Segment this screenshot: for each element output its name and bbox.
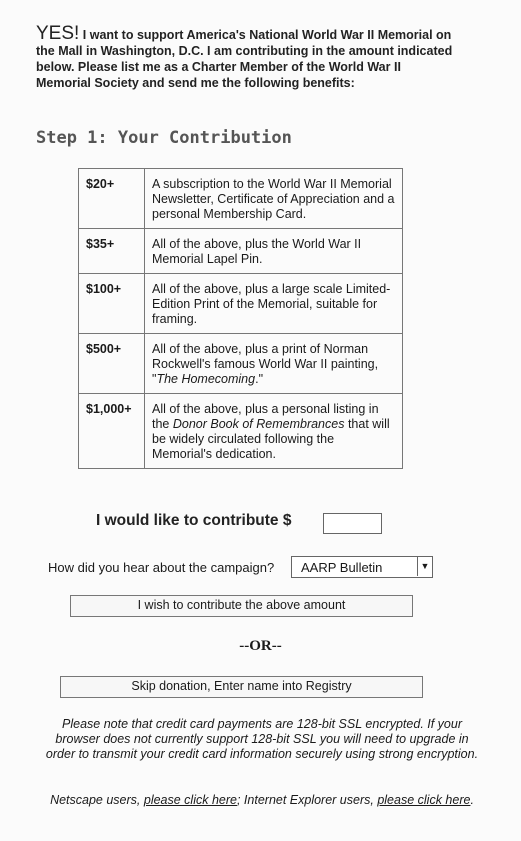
ssl-note: Please note that credit card payments are 128-bit SSL encrypted. If your browser does not currently support 128-bit SSL you will need to upgrade in order to transmit your credit card information securely using strong encryption. [45, 717, 479, 761]
or-divider: --OR-- [239, 638, 282, 654]
netscape-link[interactable]: please click here [143, 793, 237, 807]
ie-prefix: ; Internet Explorer users, [236, 793, 378, 807]
intro-body: I want to support America's National World War II Memorial on the Mall in Washington, D.C. I am contributing in the amount indicated below. Please list me as a Charter Member of the World War II Memorial Society and send me the following benefits: [36, 28, 453, 90]
table-row [79, 394, 403, 469]
benefit-text: All of the above, plus a personal listing in the [152, 402, 379, 431]
benefit-text: All of the above, plus a large scale Limited-Edition Print of the Memorial, suitable for framing. [152, 282, 391, 326]
level-amount: $100+ [79, 274, 145, 334]
level-benefit [145, 169, 403, 229]
step-title: Step 1: Your Contribution [36, 128, 292, 148]
netscape-prefix: Netscape users, [50, 793, 144, 807]
contribute-button[interactable]: I wish to contribute the above amount [70, 595, 413, 617]
hear-label: How did you hear about the campaign? [48, 560, 275, 575]
ie-link[interactable]: please click here [377, 793, 471, 807]
dropdown-arrow-icon[interactable]: ▼ [417, 557, 432, 576]
level-amount: $20+ [79, 169, 145, 229]
level-benefit [145, 394, 403, 469]
browser-links [40, 793, 484, 808]
intro-text [36, 23, 456, 91]
table-row [79, 229, 403, 274]
benefit-text: All of the above, plus a print of Norman Rockwell's famous World War II painting, " [152, 342, 379, 386]
browsers-suffix: . [470, 793, 474, 807]
contribute-label: I would like to contribute $ [96, 512, 292, 529]
benefit-emphasis: Donor Book of Remembrances [172, 417, 345, 431]
level-amount: $500+ [79, 334, 145, 394]
skip-donation-button[interactable]: Skip donation, Enter name into Registry [60, 676, 423, 698]
table-row [79, 274, 403, 334]
table-row [79, 334, 403, 394]
yes-heading: YES! [36, 23, 80, 44]
level-amount: $35+ [79, 229, 145, 274]
level-amount: $1,000+ [79, 394, 145, 469]
referral-select[interactable] [291, 556, 433, 578]
level-benefit [145, 334, 403, 394]
benefit-text: All of the above, plus the World War II Memorial Lapel Pin. [152, 237, 362, 266]
level-benefit [145, 229, 403, 274]
benefit-emphasis: The Homecoming [156, 372, 256, 386]
referral-selected-value: AARP Bulletin [301, 560, 383, 575]
level-benefit [145, 274, 403, 334]
benefit-text-end: that will be widely circulated following the Memorial's dedication. [152, 417, 390, 461]
amount-input[interactable] [323, 513, 382, 534]
benefit-text-end: ." [255, 372, 264, 386]
table-row [79, 169, 403, 229]
benefit-text: A subscription to the World War II Memorial Newsletter, Certificate of Appreciation and a personal Membership Card. [152, 177, 395, 221]
contribution-levels-table [78, 168, 403, 469]
